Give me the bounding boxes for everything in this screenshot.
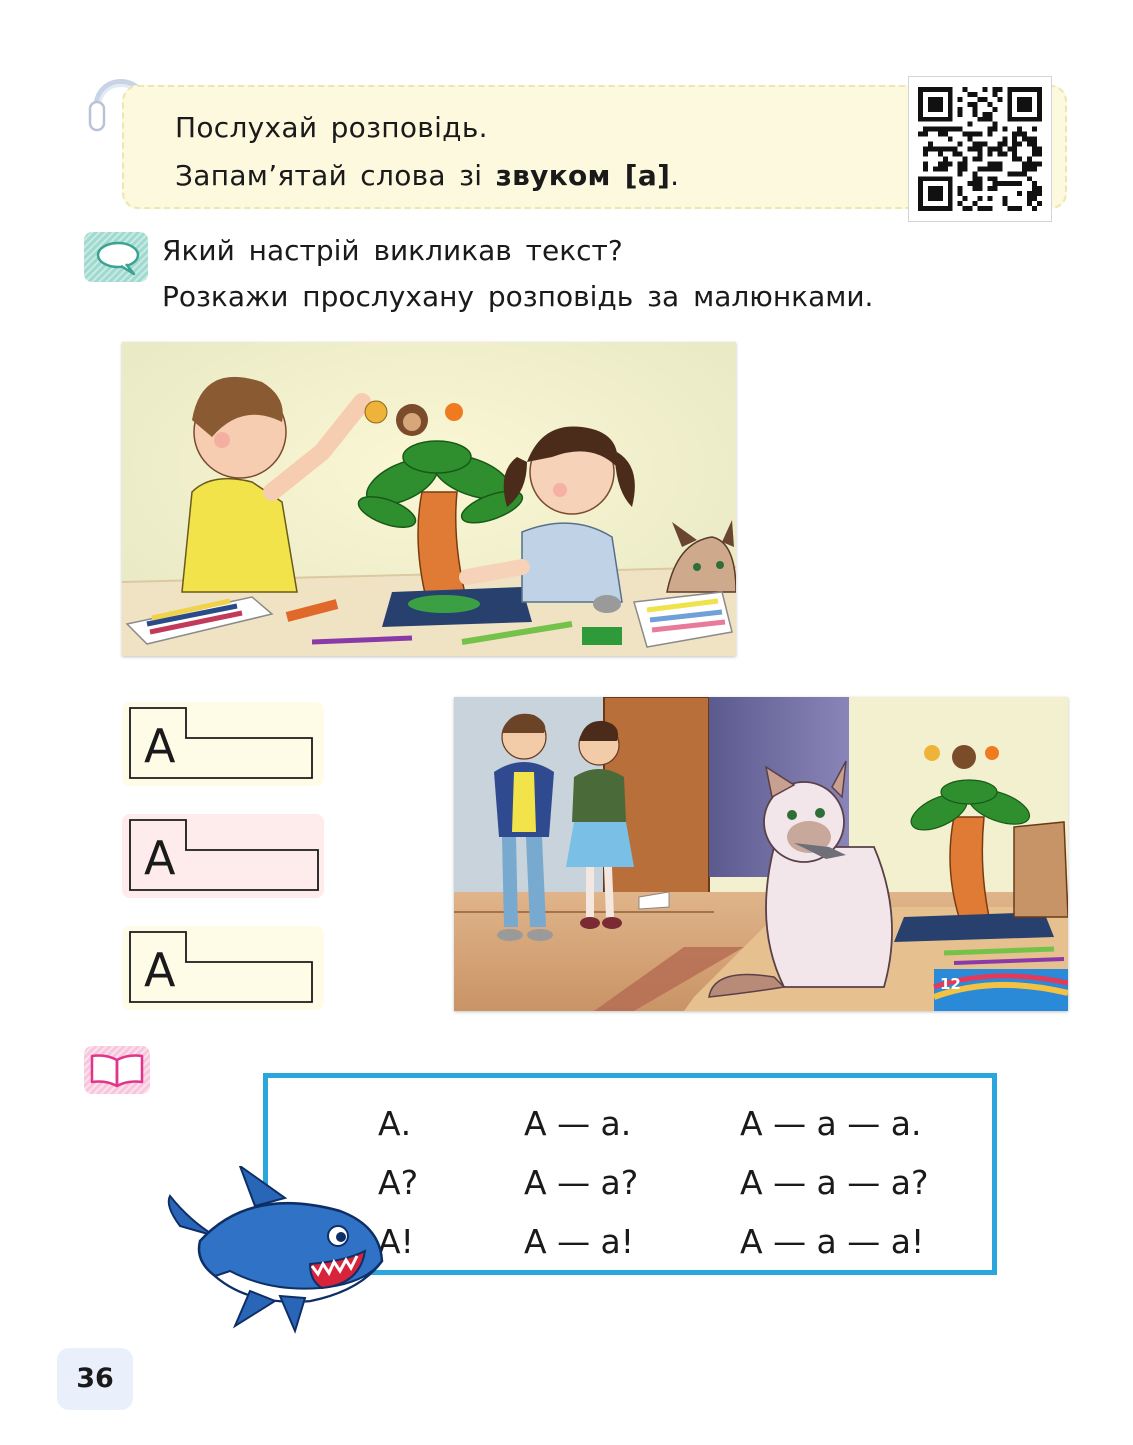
listening-instruction — [175, 104, 679, 200]
reading-cell: А — а! — [524, 1222, 635, 1261]
page-number: 36 — [57, 1348, 133, 1410]
reading-cell: А — а — а? — [740, 1163, 929, 1202]
reading-cell: А — а — а. — [740, 1104, 922, 1143]
qr-code-pattern — [918, 86, 1042, 212]
discussion-line-1: Який настрій викликав текст? — [162, 234, 623, 267]
word-scheme-card — [122, 926, 324, 1010]
listening-line-1: Послухай розповідь. — [175, 111, 488, 144]
illustration-children-modeling — [122, 342, 736, 656]
listening-line-2: Запам’ятай слова зі звуком [а]. — [175, 159, 680, 192]
qr-code[interactable] — [908, 76, 1052, 222]
shark-mascot — [160, 1166, 390, 1334]
discussion-instruction — [162, 228, 873, 320]
reading-cell: А — а? — [524, 1163, 639, 1202]
scheme-letter: А — [144, 943, 176, 997]
book-icon — [84, 1046, 150, 1094]
discussion-line-2: Розкажи прослухану розповідь за малюнками. — [162, 280, 874, 313]
reading-cell: А. — [378, 1104, 412, 1143]
scheme-letter: А — [144, 831, 176, 885]
reading-cell: А — а. — [524, 1104, 632, 1143]
crayon-count: 12 — [940, 975, 961, 993]
reading-cell: А? — [378, 1163, 419, 1202]
illustration-cat-with-mouse — [454, 697, 1068, 1011]
reading-cell: А! — [378, 1222, 414, 1261]
word-scheme-card — [122, 814, 324, 898]
sound-term: звуком [а] — [495, 159, 671, 192]
reading-cell: А — а — а! — [740, 1222, 925, 1261]
speech-bubble-icon — [84, 232, 148, 282]
scheme-letter: А — [144, 719, 176, 773]
word-scheme-card — [122, 702, 324, 786]
